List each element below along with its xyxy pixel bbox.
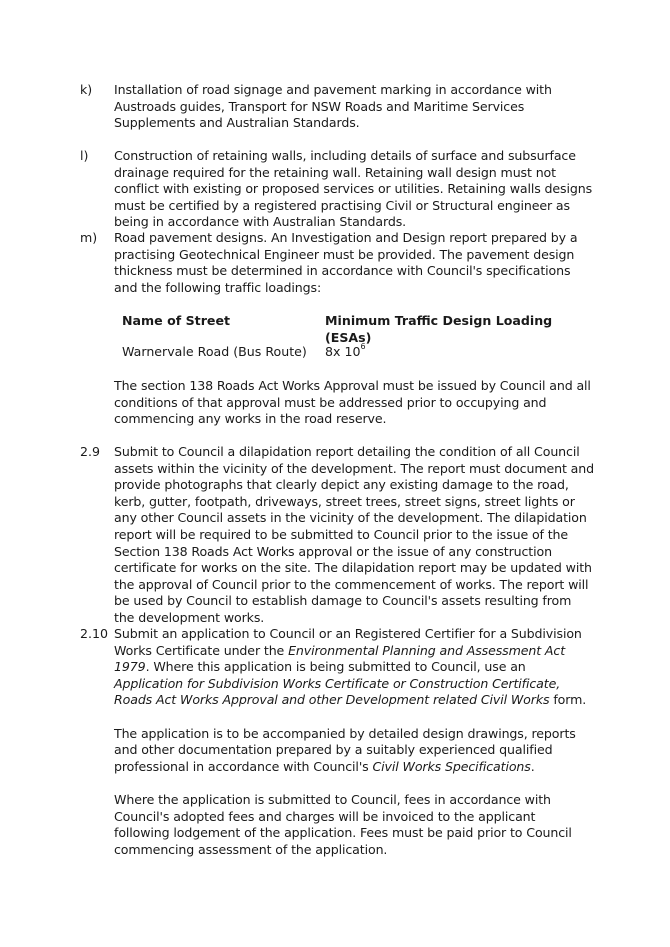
section-text: Submit to Council a dilapidation report detailing the condition of all Council assets within the vicinity of the development. The report must document and provide photographs that clearly depict any existing damage to the road, kerb, gutter, footpath, driveways, street trees, street signs, street lights or any other Council assets in the vicinity of the development. The dilapidation report will be required to be submitted to Council prior to the issue of the Section 138 Roads Act Works approval or the issue of any construction certificate for works on the site. The dilapidation report may be updated with the approval of Council prior to the commencement of works. The report will be used by Council to establish damage to Council's assets resulting from the development works.: [114, 444, 594, 625]
item-marker: m): [80, 230, 98, 245]
item-text: Road pavement designs. An Investigation and Design report prepared by a practising Geotechnical Engineer must be provided. The pavement design thickness must be determined in accordance with Council's specifications and the following traffic loadings:: [114, 230, 578, 295]
section-paragraph-2: [114, 726, 594, 776]
item-marker: l): [80, 148, 89, 163]
street-name-cell: Warnervale Road (Bus Route): [122, 343, 307, 359]
loading-exponent: 6: [360, 342, 366, 352]
section-number: 2.9: [80, 444, 101, 459]
specifications-title: Civil Works Specifications: [372, 758, 531, 774]
section-body: [114, 444, 594, 627]
item-body: [114, 148, 594, 231]
act-title: Environmental Planning and Assessment Act 1979: [114, 642, 566, 675]
text-run: form.: [549, 692, 587, 708]
item-body: [114, 230, 594, 296]
column-header-loading: Minimum Traffic Design Loading (ESAs): [325, 313, 553, 345]
text-run: Submit an application to Council or an Registered Certifier for a Subdivision Works Certificate under the: [114, 626, 582, 658]
section-number: 2.10: [80, 626, 109, 641]
item-body: [114, 82, 594, 132]
item-text: Installation of road signage and pavement marking in accordance with Austroads guides, Transport for NSW Roads and Maritime Services Supplements and Australian Standards.: [114, 82, 552, 131]
form-title: Application for Subdivision Works Certificate or Construction Certificate, Roads Act Works Approval and other Development related Civil Works: [114, 675, 561, 708]
table-header-row: [122, 313, 582, 345]
text-run: .: [530, 758, 535, 774]
item-text: Construction of retaining walls, including details of surface and subsurface drainage required for the retaining wall. Retaining wall design must not conflict with existing or proposed services or utilities. Retaining walls designs must be certified by a registered practising Civil or Structural engineer as being in accordance with Australian Standards.: [114, 148, 593, 230]
text-run: The application is to be accompanied by detailed design drawings, reports and other documentation prepared by a suitably experienced qualified professional in accordance with Council's: [114, 725, 576, 774]
section-paragraph-1: [114, 626, 594, 709]
item-marker: k): [80, 82, 93, 97]
section-body: [114, 626, 594, 858]
item-body: [114, 378, 594, 428]
item-text: The section 138 Roads Act Works Approval must be issued by Council and all conditions of that approval must be addressed prior to occupying and commencing any works in the road reserve.: [114, 378, 591, 427]
loading-value-cell: [325, 344, 366, 361]
section-paragraph-3: Where the application is submitted to Council, fees in accordance with Council's adopted fees and charges will be invoiced to the applicant following lodgement of the application. Fees must be paid prior to Council commencing assessment of the application.: [114, 791, 572, 857]
text-run: . Where this application is being submitted to Council, use an: [145, 659, 526, 675]
table-row: [122, 344, 582, 361]
loading-base: 8x 10: [325, 343, 361, 359]
column-header-street: Name of Street: [122, 313, 231, 328]
traffic-loading-table: [122, 313, 582, 360]
